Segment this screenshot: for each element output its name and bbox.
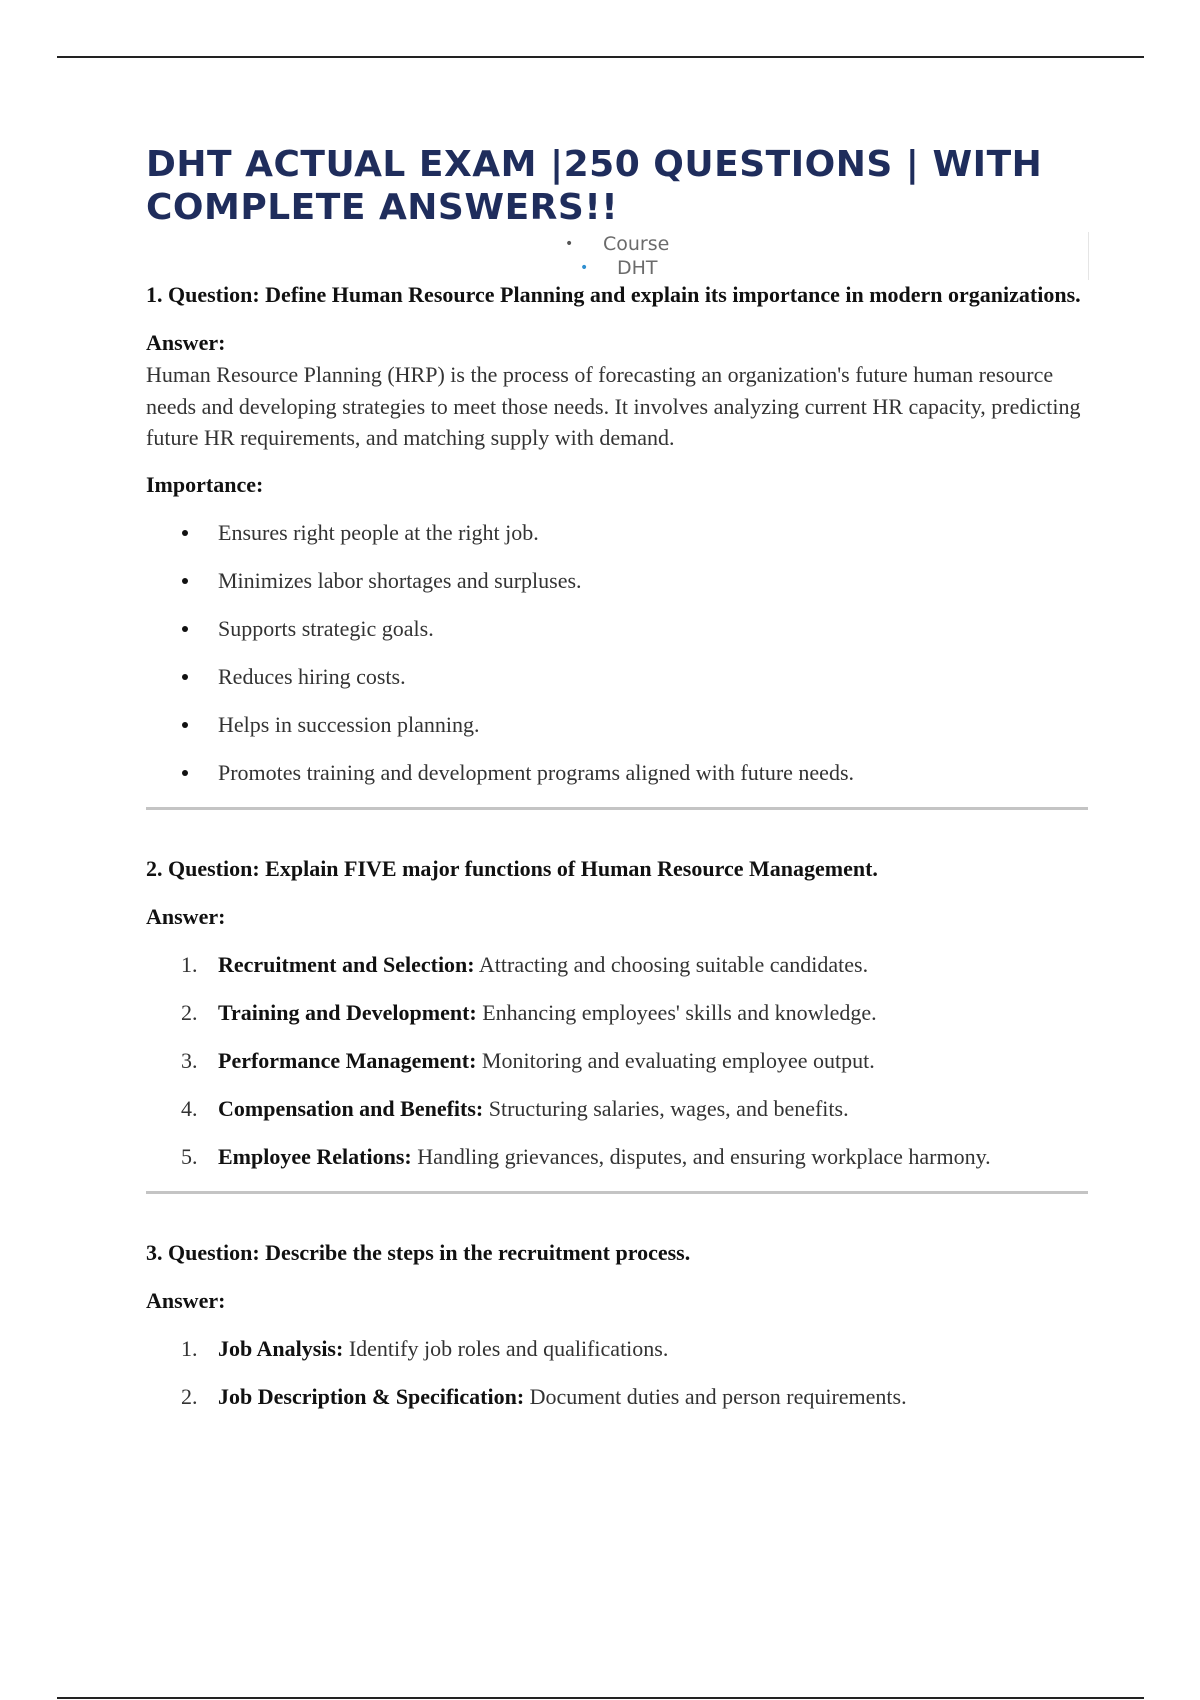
question-3: 3. Question: Describe the steps in the recruitment process. — [146, 1239, 691, 1265]
list-item: 1. Recruitment and Selection: Attracting and choosing suitable candidates. — [181, 951, 869, 977]
functions-list — [146, 948, 1096, 1173]
importance-label: Importance: — [146, 471, 264, 497]
bullet-icon — [182, 770, 188, 776]
list-item: Helps in succession planning. — [146, 708, 1096, 741]
tag-label: Course — [603, 233, 670, 255]
tag-divider — [1088, 232, 1089, 280]
answer-label: Answer: — [146, 1287, 226, 1313]
list-item: Reduces hiring costs. — [146, 660, 1096, 693]
bullet-icon — [182, 578, 188, 584]
bullet-icon: • — [565, 236, 574, 252]
question-1: 1. Question: Define Human Resource Planning and explain its importance in modern organizations. — [146, 282, 1081, 307]
bullet-icon — [182, 722, 188, 728]
bullet-icon — [182, 626, 188, 632]
answer-paragraph: Human Resource Planning (HRP) is the process of forecasting an organization's future human resource needs and developing strategies to meet those needs. It involves analyzing current HR capacity, predicting future HR requirements, and matching supply with demand. — [146, 362, 1081, 450]
list-item: Minimizes labor shortages and surpluses. — [146, 564, 1096, 597]
list-item: 4. Compensation and Benefits: Structuring salaries, wages, and benefits. — [181, 1095, 849, 1121]
bullet-icon — [182, 674, 188, 680]
recruitment-steps-list — [146, 1332, 1096, 1413]
page-bottom-rule — [57, 1697, 1144, 1699]
list-item: Supports strategic goals. — [146, 612, 1096, 645]
tag-list — [540, 232, 669, 280]
list-item: 3. Performance Management: Monitoring and evaluating employee output. — [181, 1047, 875, 1073]
tag-label: DHT — [617, 257, 658, 279]
list-item: 1. Job Analysis: Identify job roles and qualifications. — [181, 1335, 669, 1361]
list-item: 2. Training and Development: Enhancing employees' skills and knowledge. — [181, 999, 877, 1025]
bullet-icon — [182, 530, 188, 536]
list-item: 2. Job Description & Specification: Document duties and person requirements. — [181, 1383, 907, 1409]
list-item: Ensures right people at the right job. — [146, 516, 1096, 549]
list-item: 5. Employee Relations: Handling grievances, disputes, and ensuring workplace harmony. — [181, 1143, 991, 1169]
tag-dht[interactable] — [540, 256, 669, 280]
answer-label: Answer: — [146, 330, 226, 355]
importance-list — [146, 516, 1096, 789]
list-item: Promotes training and development programs aligned with future needs. — [146, 756, 1096, 789]
answer-label: Answer: — [146, 903, 226, 929]
page-top-rule — [57, 56, 1144, 58]
bullet-icon: • — [580, 260, 589, 276]
document-body — [146, 278, 1096, 1413]
question-2: 2. Question: Explain FIVE major functions of Human Resource Management. — [146, 855, 878, 881]
document-title: DHT ACTUAL EXAM |250 QUESTIONS | WITH COMPLETE ANSWERS!! — [146, 144, 1043, 228]
tag-course[interactable] — [540, 232, 669, 256]
